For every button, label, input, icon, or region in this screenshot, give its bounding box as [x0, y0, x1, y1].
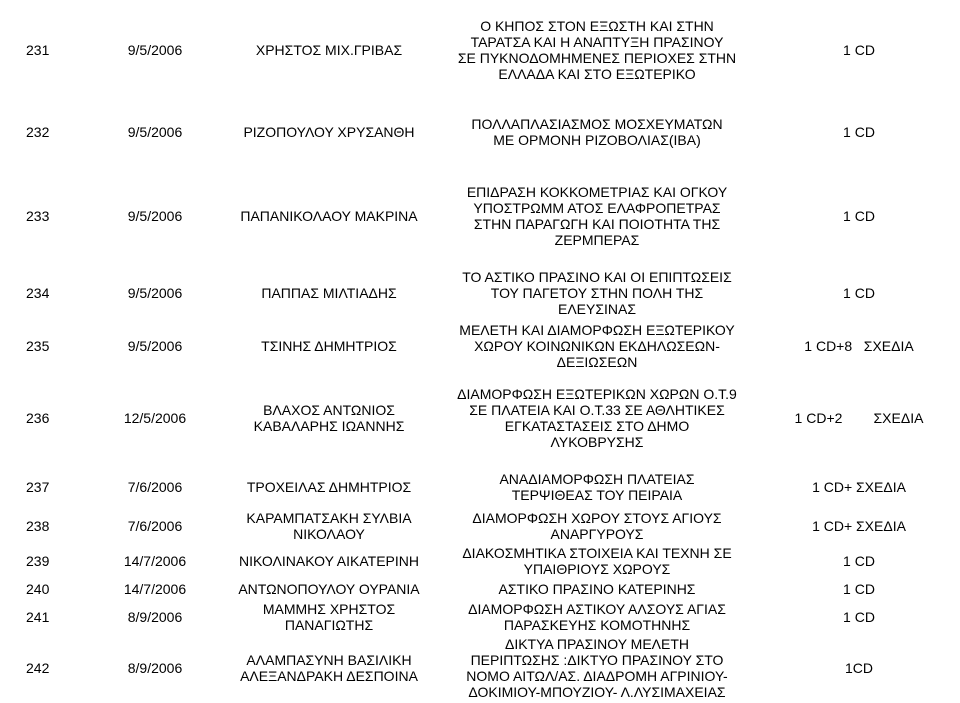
- table-row: [0, 384, 960, 452]
- row-number: 234: [26, 285, 50, 301]
- table-row: [0, 14, 960, 86]
- row-media: 1 CD+ ΣΧΕΔΙΑ: [812, 479, 906, 495]
- row-number: 235: [26, 338, 50, 354]
- row-title: ΤΟ ΑΣΤΙΚΟ ΠΡΑΣΙΝΟ ΚΑΙ ΟΙ ΕΠΙΠΤΩΣΕΙΣ ΤΟΥ ΠΑΓΕΤΟΥ ΣΤΗΝ ΠΟΛΗ ΤΗΣ ΕΛΕΥΣΙΝΑΣ: [462, 269, 732, 317]
- row-title: ΑΝΑΔΙΑΜΟΡΦΩΣΗ ΠΛΑΤΕΙΑΣ ΤΕΡΨΙΘΕΑΣ ΤΟΥ ΠΕΙΡΑΙΑ: [499, 471, 695, 503]
- row-number: 238: [26, 518, 50, 534]
- row-title: ΔΙΑΜΟΡΦΩΣΗ ΧΩΡΟΥ ΣΤΟΥΣ ΑΓΙΟΥΣ ΑΝΑΡΓΥΡΟΥΣ: [472, 510, 722, 542]
- row-date: 7/6/2006: [127, 518, 183, 534]
- row-date: 14/7/2006: [123, 553, 187, 569]
- row-date: 9/5/2006: [127, 42, 183, 58]
- row-number: 233: [26, 208, 50, 224]
- row-date: 9/5/2006: [127, 208, 183, 224]
- row-author: ΒΛΑΧΟΣ ΑΝΤΩΝΙΟΣ ΚΑΒΑΛΑΡΗΣ ΙΩΑΝΝΗΣ: [253, 402, 405, 434]
- row-media: 1 CD: [843, 581, 875, 597]
- row-number: 240: [26, 581, 50, 597]
- row-media: 1 CD: [843, 285, 875, 301]
- row-author: ΤΡΟΧΕΙΛΑΣ ΔΗΜΗΤΡΙΟΣ: [246, 479, 412, 495]
- row-author: ΚΑΡΑΜΠΑΤΣΑΚΗ ΣΥΛΒΙΑ ΝΙΚΟΛΑΟΥ: [246, 510, 412, 542]
- table-row: [0, 544, 960, 578]
- row-media: 1CD: [844, 660, 873, 676]
- row-number: 242: [26, 660, 50, 676]
- row-media: 1 CD: [843, 208, 875, 224]
- row-media: 1 CD+ ΣΧΕΔΙΑ: [812, 518, 906, 534]
- row-date: 7/6/2006: [127, 479, 183, 495]
- row-date: 12/5/2006: [123, 410, 187, 426]
- row-number: 232: [26, 124, 50, 140]
- table-row: [0, 580, 960, 598]
- row-title: ΔΙΚΤΥΑ ΠΡΑΣΙΝΟΥ ΜΕΛΕΤΗ ΠΕΡΙΠΤΩΣΗΣ :ΔΙΚΤΥΟ ΠΡΑΣΙΝΟΥ ΣΤΟ ΝΟΜΟ ΑΙΤΩΛ/ΑΣ. ΔΙΑΔΡΟΜΗ ΑΓΡΙΝΙΟΥ- ΔΟΚΙΜΙΟΥ-ΜΠΟΥΖΙΟΥ- Λ.ΛΥΣΙΜΑΧΕΙΑΣ: [466, 636, 728, 700]
- row-title: ΠΟΛΛΑΠΛΑΣΙΑΣΜΟΣ ΜΟΣΧΕΥΜΑΤΩΝ ΜΕ ΟΡΜΟΝΗ ΡΙΖΟΒΟΛΙΑΣ(ΙΒΑ): [471, 116, 723, 148]
- row-author: ΝΙΚΟΛΙΝΑΚΟΥ ΑΙΚΑΤΕΡΙΝΗ: [239, 553, 419, 569]
- row-number: 239: [26, 553, 50, 569]
- row-title: ΔΙΑΜΟΡΦΩΣΗ ΕΞΩΤΕΡΙΚΩΝ ΧΩΡΩΝ Ο.Τ.9 ΣΕ ΠΛΑΤΕΙΑ ΚΑΙ Ο.Τ.33 ΣΕ ΑΘΛΗΤΙΚΕΣ ΕΓΚΑΤΑΣΤΑΣΕΙΣ ΣΤΟ ΔΗΜΟ ΛΥΚΟΒΡΥΣΗΣ: [457, 386, 737, 450]
- table-row: [0, 468, 960, 506]
- row-title: ΕΠΙΔΡΑΣΗ ΚΟΚΚΟΜΕΤΡΙΑΣ ΚΑΙ ΟΓΚΟΥ ΥΠΟΣΤΡΩΜΜ ΑΤΟΣ ΕΛΑΦΡΟΠΕΤΡΑΣ ΣΤΗΝ ΠΑΡΑΓΩΓΗ ΚΑΙ ΠΟΙΟΤΗΤΑ ΤΗΣ ΖΕΡΜΠΕΡΑΣ: [466, 184, 728, 248]
- row-author: ΑΝΤΩΝΟΠΟΥΛΟΥ ΟΥΡΑΝΙΑ: [238, 581, 420, 597]
- row-author: ΠΑΠΠΑΣ ΜΙΛΤΙΑΔΗΣ: [261, 285, 397, 301]
- row-media: 1 CD: [843, 124, 875, 140]
- row-number: 236: [26, 410, 50, 426]
- row-date: 9/5/2006: [127, 124, 183, 140]
- row-title: ΑΣΤΙΚΟ ΠΡΑΣΙΝΟ ΚΑΤΕΡΙΝΗΣ: [498, 581, 696, 597]
- row-author: ΡΙΖΟΠΟΥΛΟΥ ΧΡΥΣΑΝΘΗ: [243, 124, 415, 140]
- row-date: 9/5/2006: [127, 338, 183, 354]
- row-title: ΔΙΑΜΟΡΦΩΣΗ ΑΣΤΙΚΟΥ ΑΛΣΟΥΣ ΑΓΙΑΣ ΠΑΡΑΣΚΕΥΗΣ ΚΟΜΟΤΗΝΗΣ: [468, 601, 726, 633]
- row-author: ΤΣΙΝΗΣ ΔΗΜΗΤΡΙΟΣ: [261, 338, 397, 354]
- row-title: Ο ΚΗΠΟΣ ΣΤΟΝ ΕΞΩΣΤΗ ΚΑΙ ΣΤΗΝ ΤΑΡΑΤΣΑ ΚΑΙ Η ΑΝΑΠΤΥΞΗ ΠΡΑΣΙΝΟΥ ΣΕ ΠΥΚΝΟΔΟΜΗΜΕΝΕΣ ΠΕΡΙΟΧΕΣ ΣΤΗΝ ΕΛΛΑΔΑ ΚΑΙ ΣΤΟ ΕΞΩΤΕΡΙΚΟ: [457, 18, 737, 82]
- row-media: 1 CD: [843, 609, 875, 625]
- row-title: ΜΕΛΕΤΗ ΚΑΙ ΔΙΑΜΟΡΦΩΣΗ ΕΞΩΤΕΡΙΚΟΥ ΧΩΡΟΥ ΚΟΙΝΩΝΙΚΩΝ ΕΚΔΗΛΩΣΕΩΝ- ΔΕΞΙΩΣΕΩΝ: [459, 322, 735, 370]
- row-date: 9/5/2006: [127, 285, 183, 301]
- row-date: 8/9/2006: [127, 609, 183, 625]
- row-number: 237: [26, 479, 50, 495]
- table-row: [0, 634, 960, 702]
- row-author: ΠΑΠΑΝΙΚΟΛΑΟΥ ΜΑΚΡΙΝΑ: [240, 208, 418, 224]
- row-media: 1 CD+2 ΣΧΕΔΙΑ: [794, 410, 924, 426]
- table-row: [0, 600, 960, 634]
- row-date: 8/9/2006: [127, 660, 183, 676]
- row-media: 1 CD+8 ΣΧΕΔΙΑ: [804, 338, 914, 354]
- row-media: 1 CD: [843, 553, 875, 569]
- row-author: ΧΡΗΣΤΟΣ ΜΙΧ.ΓΡΙΒΑΣ: [255, 42, 403, 58]
- table-row: [0, 320, 960, 372]
- table-row: [0, 180, 960, 252]
- table-row: [0, 508, 960, 544]
- table-row: [0, 266, 960, 320]
- row-number: 231: [26, 42, 50, 58]
- row-number: 241: [26, 609, 50, 625]
- row-author: ΜΑΜΜΗΣ ΧΡΗΣΤΟΣ ΠΑΝΑΓΙΩΤΗΣ: [262, 601, 396, 633]
- row-media: 1 CD: [843, 42, 875, 58]
- row-title: ΔΙΑΚΟΣΜΗΤΙΚΑ ΣΤΟΙΧΕΙΑ ΚΑΙ ΤΕΧΝΗ ΣΕ ΥΠΑΙΘΡΙΟΥΣ ΧΩΡΟΥΣ: [462, 545, 732, 577]
- row-date: 14/7/2006: [123, 581, 187, 597]
- row-author: ΑΛΑΜΠΑΣΥΝΗ ΒΑΣΙΛΙΚΗ ΑΛΕΞΑΝΔΡΑΚΗ ΔΕΣΠΟΙΝΑ: [240, 652, 418, 684]
- table-row: [0, 112, 960, 152]
